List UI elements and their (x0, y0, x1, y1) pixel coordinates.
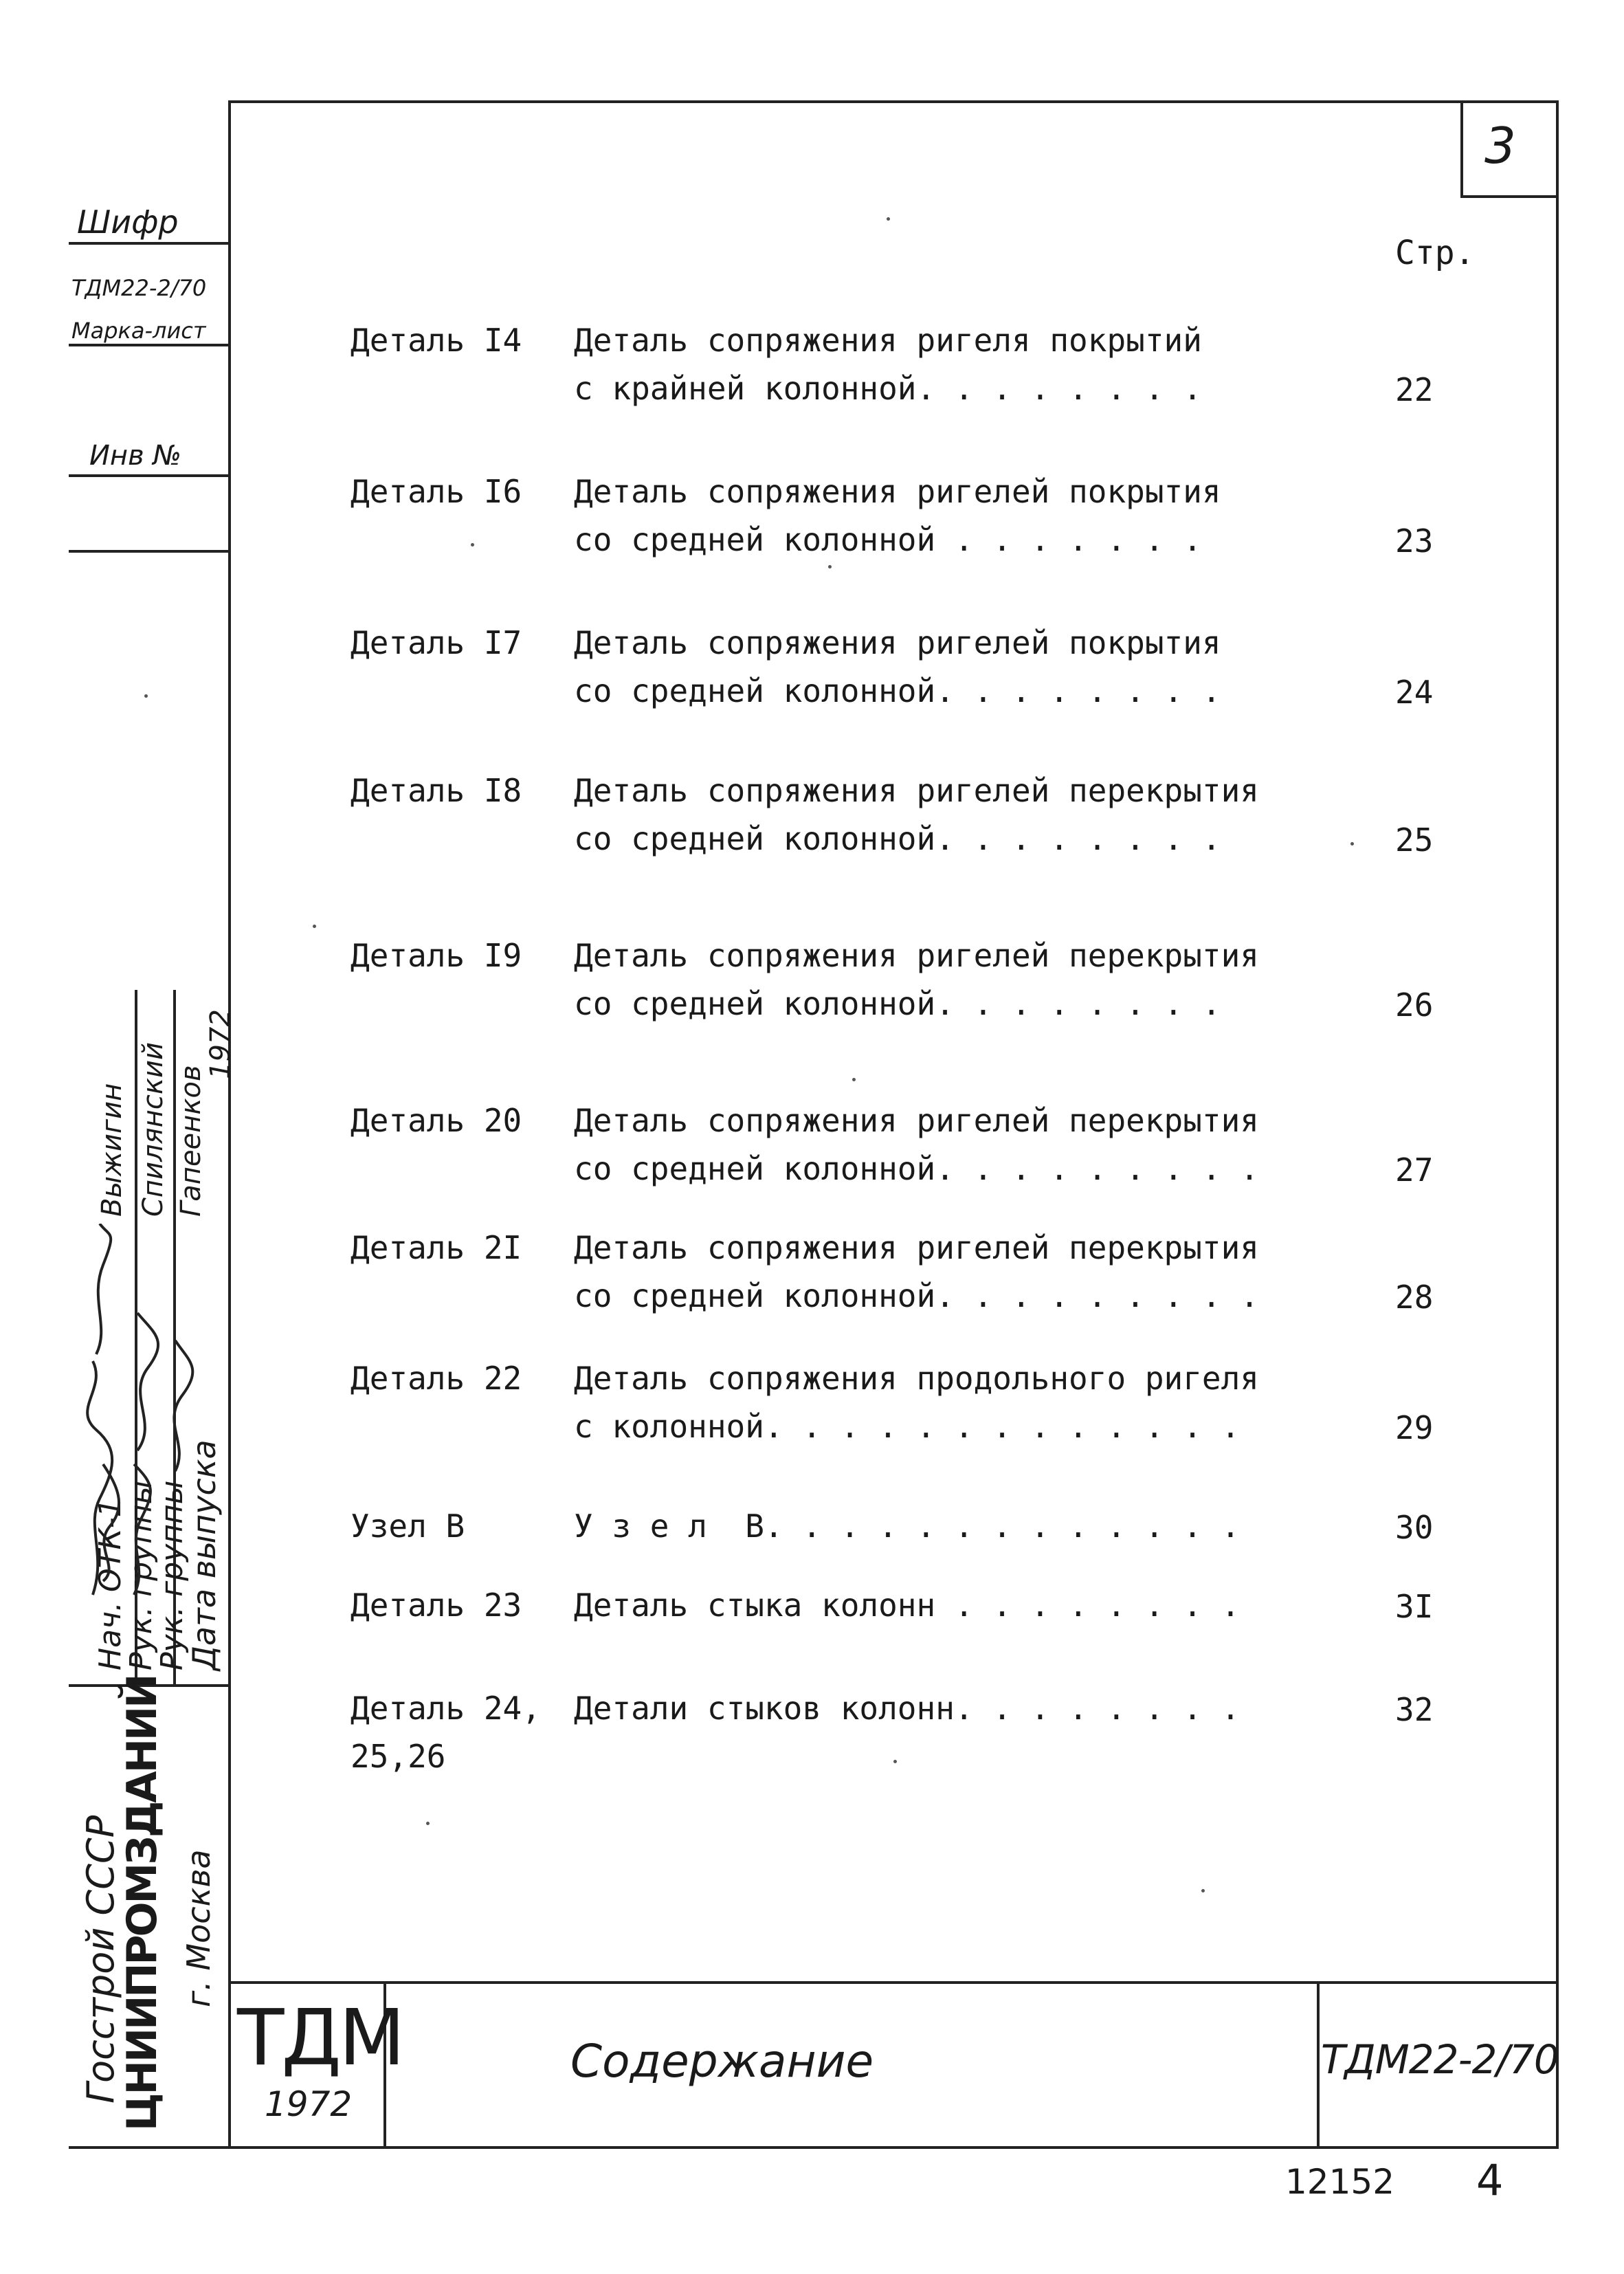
toc-entry-title: Деталь сопряжения ригелей перекрытия (574, 772, 1259, 809)
toc-entry-code: Деталь 23 (351, 1587, 522, 1624)
toc-entry-code: Деталь I8 (351, 772, 522, 809)
toc-entry-page: 28 (1395, 1279, 1434, 1316)
toc-entry-title: со средней колонной. . . . . . . . (574, 985, 1221, 1022)
cipher-label: Шифр (77, 203, 179, 241)
toc-entry-code: Деталь I9 (351, 937, 522, 974)
logo-tdm: ТДМ (237, 1994, 403, 2083)
toc-entry-title: со средней колонной. . . . . . . . . (574, 1277, 1259, 1314)
toc-entry-code: Деталь I4 (351, 322, 522, 359)
toc-entry-title: Деталь сопряжения ригеля покрытий (574, 322, 1202, 359)
scan-speck (313, 925, 316, 928)
toc-entry-title: с колонной. . . . . . . . . . . . . (574, 1408, 1241, 1445)
toc-entry-page: 29 (1395, 1409, 1434, 1446)
role-nach-otk: Нач. ОТК-1 (93, 1498, 128, 1670)
toc-entry-title: Деталь сопряжения ригелей перекрытия (574, 937, 1259, 974)
strip-rule (69, 242, 228, 245)
sheet-box-left (1460, 100, 1463, 197)
toc-entry-title: Деталь сопряжения продольного ригеля (574, 1360, 1259, 1397)
sheet-box-bottom (1460, 195, 1559, 198)
org-cniipromzdaniy: ЦНИИПРОМЗДАНИЙ (118, 1675, 166, 2131)
mark-label: Марка-лист (71, 318, 206, 344)
toc-entry-code: Узел В (351, 1508, 465, 1545)
toc-entry-code: Деталь 24, 25,26 (351, 1690, 541, 1775)
toc-entry-code: Деталь 20 (351, 1102, 522, 1139)
toc-entry-code: Деталь 2I (351, 1229, 522, 1266)
page-column-header: Стр. (1395, 234, 1475, 272)
signatures (79, 1224, 216, 1609)
toc-entry-title: со средней колонной. . . . . . . . . (574, 1150, 1259, 1187)
toc-entry-page: 24 (1395, 674, 1434, 711)
scan-speck (828, 565, 832, 568)
toc-entry-title: Деталь сопряжения ригелей перекрытия (574, 1229, 1259, 1266)
archive-number: 12152 (1285, 2162, 1395, 2202)
scan-speck (887, 217, 890, 221)
toc-entry-page: 32 (1395, 1691, 1434, 1728)
toc-entry-title: со средней колонной. . . . . . . . (574, 820, 1221, 857)
toc-entry-page: 27 (1395, 1151, 1434, 1189)
toc-entry-code: Деталь 22 (351, 1360, 522, 1397)
toc-entry-title: с крайней колонной. . . . . . . . (574, 370, 1202, 407)
page-number: 4 (1476, 2155, 1504, 2205)
sheet-number: 3 (1484, 117, 1516, 175)
document-title: Содержание (570, 2035, 874, 2088)
inv-label: Инв № (89, 440, 181, 472)
frame-bottom (69, 2146, 1559, 2149)
toc-entry-page: 26 (1395, 986, 1434, 1024)
logo-year: 1972 (265, 2084, 353, 2124)
title-block-divider (1317, 1981, 1320, 2146)
title-block-top (228, 1981, 1559, 1984)
toc-entry-page: 22 (1395, 371, 1434, 408)
scan-speck (426, 1822, 430, 1825)
role-ruk-gruppy: Рук. группы (155, 1480, 190, 1670)
toc-entry-title: Деталь сопряжения ригелей покрытия (574, 624, 1221, 661)
scan-speck (1350, 842, 1354, 846)
strip-rule (69, 550, 228, 553)
strip-rule (69, 474, 228, 477)
scan-speck (144, 694, 148, 698)
scan-speck (893, 1760, 897, 1763)
name-spilyanskiy: Спилянский (137, 1041, 169, 1217)
role-ruk-gruppy: Рук. группы (124, 1480, 159, 1670)
frame-top (228, 100, 1559, 103)
toc-entry-title: У з е л В. . . . . . . . . . . . . (574, 1508, 1241, 1545)
scan-speck (1201, 1889, 1205, 1892)
toc-entry-code: Деталь I6 (351, 473, 522, 510)
toc-entry-code: Деталь I7 (351, 624, 522, 661)
org-moscow: г. Москва (180, 1849, 217, 2007)
toc-entry-page: 25 (1395, 821, 1434, 859)
org-gosstroy: Госстрой СССР (79, 1815, 122, 2104)
scan-speck (471, 543, 474, 547)
name-gapeenkov: Гапеенков (175, 1065, 207, 1217)
toc-entry-title: Деталь сопряжения ригелей перекрытия (574, 1102, 1259, 1139)
frame-right (1556, 100, 1559, 2149)
toc-entry-title: Деталь стыка колонн . . . . . . . . (574, 1587, 1241, 1624)
toc-entry-title: Детали стыков колонн. . . . . . . . (574, 1690, 1241, 1727)
role-date: Дата выпуска (186, 1439, 223, 1670)
toc-entry-title: со средней колонной . . . . . . . (574, 521, 1202, 558)
strip-rule (69, 344, 228, 346)
release-year: 1972 (205, 1009, 236, 1079)
toc-entry-page: 3I (1395, 1588, 1434, 1625)
document-code: ТДМ22-2/70 (1321, 2036, 1559, 2083)
scan-speck (852, 1078, 856, 1081)
toc-entry-page: 30 (1395, 1509, 1434, 1546)
toc-entry-title: Деталь сопряжения ригелей покрытия (574, 473, 1221, 510)
name-vyzhigin: Выжигин (96, 1083, 128, 1217)
toc-entry-title: со средней колонной. . . . . . . . (574, 672, 1221, 709)
cipher-value: ТДМ22-2/70 (71, 275, 207, 301)
frame-left (228, 100, 231, 2149)
toc-entry-page: 23 (1395, 522, 1434, 560)
